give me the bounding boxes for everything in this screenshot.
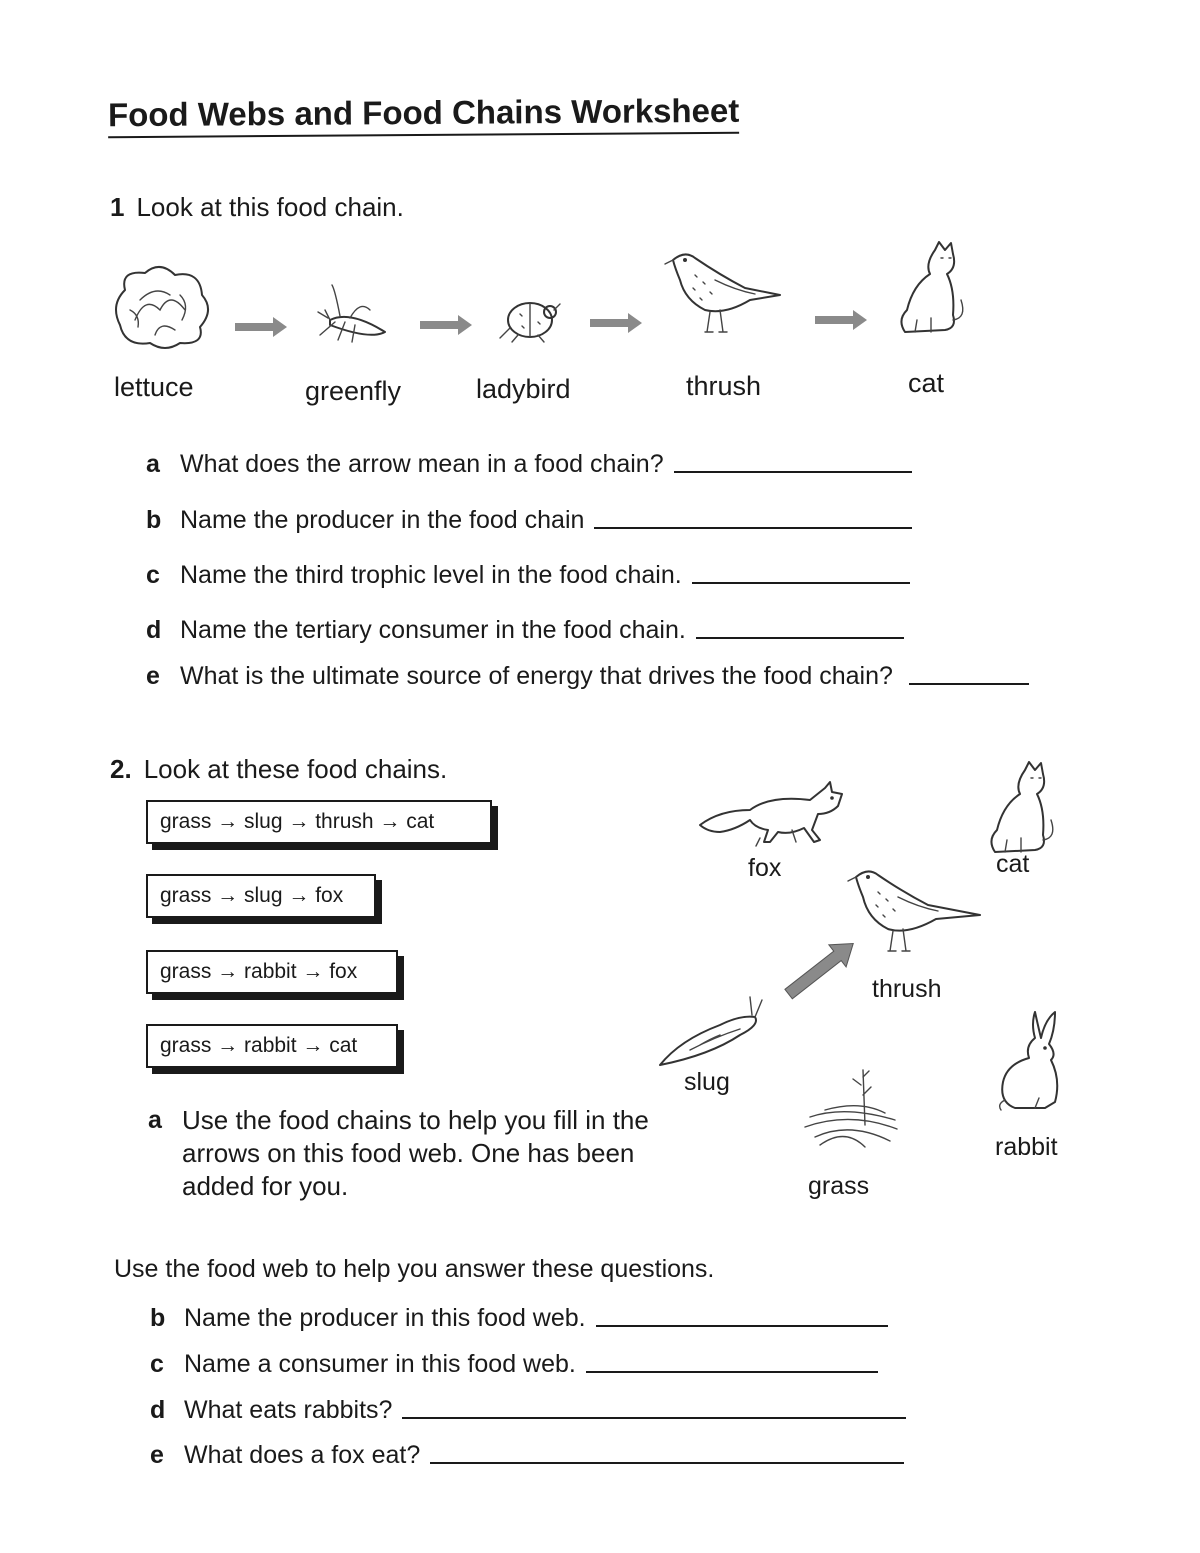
q1-sub-d-text: Name the tertiary consumer in the food chain. <box>180 616 686 644</box>
q2-header <box>110 754 447 785</box>
q1-sub-e <box>146 662 1029 691</box>
q2-instruction: Use the food web to help you answer these questions. <box>114 1255 715 1283</box>
q2-number: 2. <box>110 754 132 784</box>
q2-sub-c-answer-line[interactable] <box>586 1370 878 1373</box>
q2-sub-b <box>150 1304 888 1333</box>
q2-sub-a-letter: a <box>148 1106 162 1134</box>
chain-box-2: grass → slug → fox <box>146 874 376 918</box>
web-label-grass: grass <box>808 1172 870 1200</box>
lettuce-icon <box>116 267 208 348</box>
q1-prompt: Look at this food chain. <box>136 192 404 222</box>
q1-sub-c <box>146 561 910 590</box>
q2-sub-d <box>150 1396 906 1425</box>
caption-cat: cat <box>908 368 945 398</box>
q2-sub-e-letter: e <box>150 1441 164 1469</box>
web-label-slug: slug <box>684 1068 730 1096</box>
q2-sub-e <box>150 1441 904 1470</box>
web-label-cat: cat <box>996 850 1030 878</box>
cat-icon <box>901 242 962 332</box>
grass-icon <box>805 1070 897 1147</box>
q2-sub-e-text: What does a fox eat? <box>184 1441 421 1469</box>
q1-sub-b <box>146 506 912 535</box>
q1-sub-a-answer-line[interactable] <box>674 470 912 473</box>
web-label-thrush: thrush <box>872 975 942 1003</box>
q1-sub-a-text: What does the arrow mean in a food chain? <box>180 450 664 478</box>
chain-arrow-1 <box>235 317 287 337</box>
q2-sub-e-answer-line[interactable] <box>430 1461 904 1464</box>
caption-ladybird: ladybird <box>476 374 571 404</box>
q2-sub-d-letter: d <box>150 1396 166 1424</box>
q2-sub-c-letter: c <box>150 1350 164 1378</box>
q2-prompt: Look at these food chains. <box>143 754 448 784</box>
q1-sub-c-answer-line[interactable] <box>692 581 910 584</box>
web-thrush-icon <box>848 871 980 951</box>
chain-box-1: grass → slug → thrush → cat <box>146 800 492 844</box>
q1-sub-a-letter: a <box>146 450 160 478</box>
q1-header <box>110 192 404 223</box>
caption-thrush: thrush <box>686 371 762 401</box>
food-chain-illustration <box>100 235 1000 365</box>
fox-icon <box>700 782 842 846</box>
chain-arrow-3 <box>590 313 642 333</box>
q2-sub-c-text: Name a consumer in this food web. <box>184 1350 576 1378</box>
q1-sub-d-answer-line[interactable] <box>696 636 904 639</box>
q2-sub-d-answer-line[interactable] <box>402 1416 906 1419</box>
q2-sub-a-text: Use the food chains to help you fill in the arrows on this food web. One has been added for you. <box>182 1105 649 1201</box>
q1-sub-d <box>146 616 904 645</box>
thrush-icon <box>665 254 780 332</box>
chain-arrow-4 <box>815 310 867 330</box>
food-web-illustration <box>650 755 1100 1175</box>
q1-sub-c-text: Name the third trophic level in the food chain. <box>180 561 682 589</box>
slug-icon <box>660 997 762 1065</box>
chain-arrow-2 <box>420 315 472 335</box>
q2-sub-b-letter: b <box>150 1304 166 1332</box>
web-cat-icon <box>991 762 1052 852</box>
web-arrow-slug-to-thrush <box>780 933 862 1006</box>
q1-sub-e-letter: e <box>146 662 160 690</box>
page-title: Food Webs and Food Chains Worksheet <box>108 92 740 138</box>
q2-sub-c <box>150 1350 878 1379</box>
web-label-rabbit: rabbit <box>995 1133 1058 1161</box>
rabbit-icon <box>1000 1012 1058 1110</box>
q1-sub-b-letter: b <box>146 506 162 534</box>
q1-sub-c-letter: c <box>146 561 160 589</box>
caption-greenfly: greenfly <box>305 376 402 406</box>
q1-number: 1 <box>110 192 125 222</box>
q1-sub-a <box>146 450 912 479</box>
q1-sub-b-answer-line[interactable] <box>594 526 912 529</box>
web-label-fox: fox <box>748 854 782 882</box>
q2-sub-b-text: Name the producer in this food web. <box>184 1304 586 1332</box>
chain-box-4: grass → rabbit → cat <box>146 1024 398 1068</box>
q2-sub-d-text: What eats rabbits? <box>184 1396 393 1424</box>
q1-sub-d-letter: d <box>146 616 162 644</box>
ladybird-icon <box>500 303 560 342</box>
greenfly-icon <box>318 285 385 342</box>
q1-sub-b-text: Name the producer in the food chain <box>180 506 585 534</box>
q2-sub-b-answer-line[interactable] <box>596 1324 888 1327</box>
caption-lettuce: lettuce <box>114 372 194 402</box>
q1-sub-e-text: What is the ultimate source of energy that drives the food chain? <box>180 662 893 690</box>
q1-sub-e-answer-line[interactable] <box>909 682 1029 685</box>
chain-box-3: grass → rabbit → fox <box>146 950 398 994</box>
q2-sub-a <box>148 1104 702 1203</box>
